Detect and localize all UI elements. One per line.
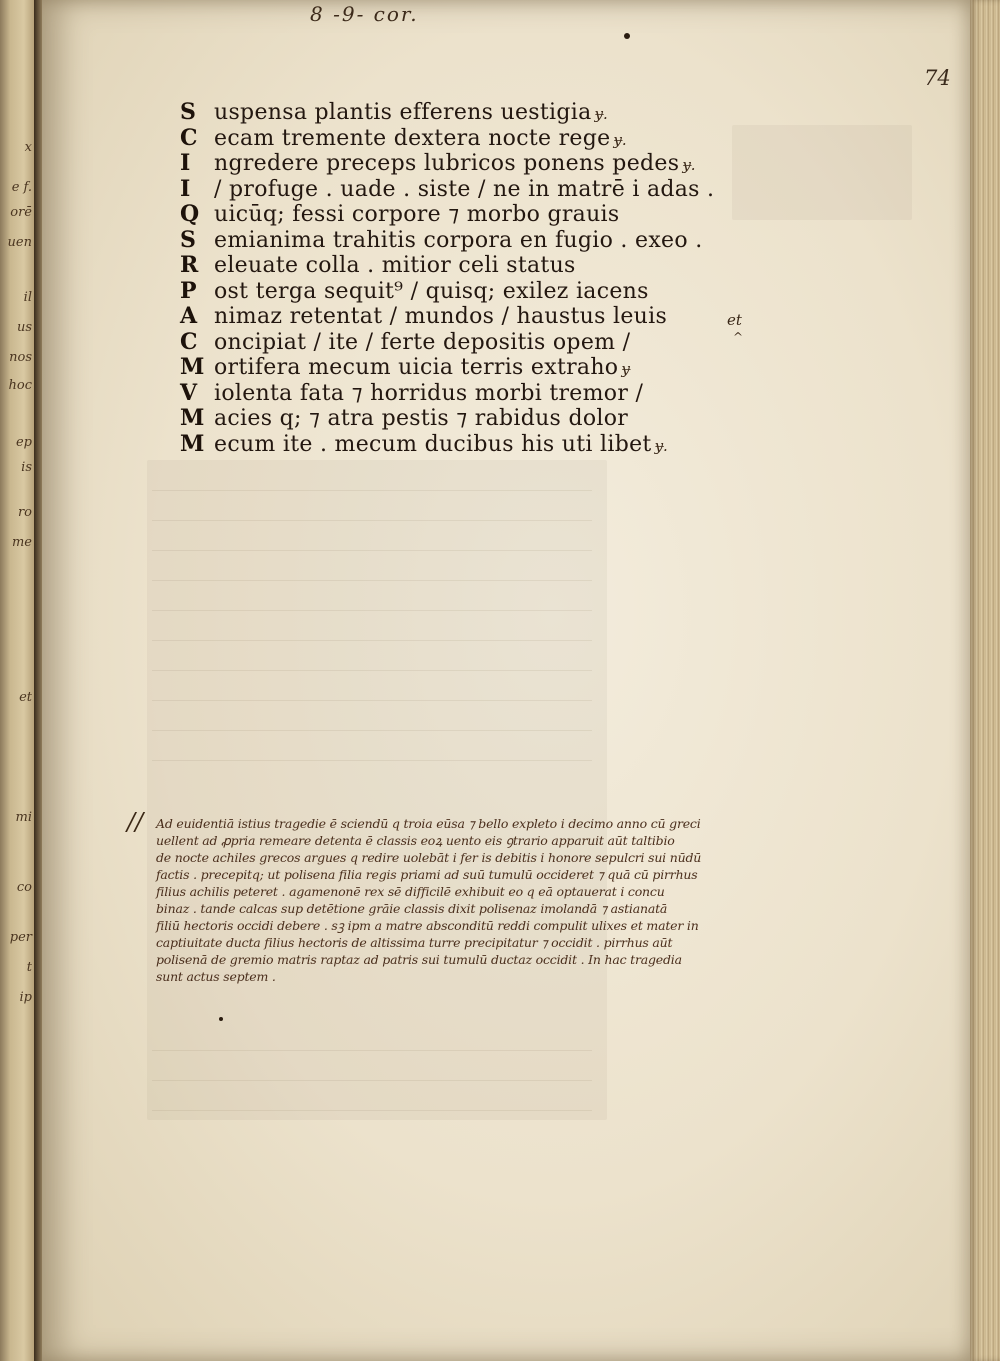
verse-line [180, 100, 720, 126]
verse-initial: V [180, 379, 198, 406]
verse-initial: R [180, 252, 199, 278]
verse-initial: M [180, 354, 205, 380]
verse-initial: C [180, 328, 198, 355]
verse-line [180, 304, 720, 330]
facing-page-text: ep [15, 435, 32, 450]
facing-page-text: uen [7, 235, 32, 250]
verse-text: ngredere preceps lubricos ponens pedes [214, 151, 680, 176]
verse-initial: I [180, 150, 191, 176]
gloss-line: captiuitate ducta filius hectoris de altissima turre precipitatur ⁊ occidit . pirrhus aūt [156, 935, 673, 950]
facing-page-text: us [16, 320, 32, 335]
verse-mark: ɏ. [682, 156, 696, 174]
verse-initial: I [180, 175, 191, 202]
facing-page-text: t [26, 960, 32, 975]
ink-dot [624, 33, 630, 39]
verse-text: ortifera mecum uicia terris extraho [214, 355, 619, 380]
facing-page-text: x [24, 140, 32, 155]
verse-line [180, 151, 720, 177]
gloss-line: de nocte achiles grecos argues q redire uolebāt i fer is debitis i honore sepulcri sui nūdū [156, 850, 702, 865]
gloss-line: sunt actus septem . [156, 969, 276, 984]
verse-text: emianima trahitis corpora en fugio . exeo . [214, 227, 703, 253]
facing-page-text: et [19, 690, 32, 705]
verse-text: uicūq; fessi corpore ⁊ morbo grauis [214, 202, 620, 227]
verse-initial: M [180, 430, 205, 457]
facing-page-edge [0, 0, 34, 1361]
gloss-line: uellent ad ꝓpria remeare detenta ē classis eoꝝ uento eis ꝯtrario apparuit aūt taltibio [156, 833, 675, 848]
facing-page-text: hoc [8, 378, 32, 393]
facing-page-text: mi [15, 810, 32, 825]
margin-note: et [727, 311, 742, 329]
commentary-gloss [156, 815, 836, 985]
facing-page-text: e f. [11, 180, 32, 195]
verse-text: ecam tremente dextera nocte rege [214, 125, 611, 151]
verse-initial: Q [180, 201, 200, 227]
verse-line [180, 330, 720, 356]
gloss-line: binaz . tande calcas sup detētione grāie classis dixit polisenaz imolandā ⁊ astianatā [156, 901, 668, 916]
facing-page-text: co [16, 880, 32, 895]
verse-text: nimaz retentat / mundos / haustus leuis [214, 304, 668, 329]
verse-mark: ɏ. [613, 130, 627, 149]
gloss-line: filius achilis peteret . agamenonē rex sē difficilē exhibuit eo q eā optauerat i concu [156, 884, 665, 899]
verse-line [180, 279, 720, 305]
verse-initial: S [180, 99, 196, 125]
verse-text: acies q; ⁊ atra pestis ⁊ rabidus dolor [214, 406, 629, 431]
folio-number: 74 [924, 66, 951, 90]
facing-page-text: me [11, 535, 32, 550]
paragraph-mark: // [127, 808, 144, 836]
verse-line [180, 126, 720, 152]
verse-mark: ɏ. [654, 436, 668, 455]
verse-text: iolenta fata ⁊ horridus morbi tremor / [214, 380, 644, 406]
verse-line [180, 202, 720, 228]
gloss-line: Ad euidentiā istius tragedie ē sciendū q troia eūsa ⁊ bello expleto i decimo anno cū greci [156, 816, 701, 831]
verse-line [180, 228, 720, 254]
running-head: 8 -9- cor. [310, 2, 419, 26]
verse-line [180, 253, 720, 279]
facing-page-text: ip [19, 990, 32, 1005]
verse-mark: ɏ [621, 360, 630, 378]
verse-mark: ɏ. [594, 105, 608, 123]
verse-text: ost terga sequit⁹ / quisq; exilez iacens [214, 278, 649, 304]
verse-text: ecum ite . mecum ducibus his uti libet [214, 431, 652, 457]
gloss-line: factis . precepitq; ut polisena filia regis priami ad suū tumulū occideret ⁊ quā cū pirrhus [156, 867, 698, 882]
verse-initial: M [180, 405, 205, 431]
facing-page-text: il [23, 290, 32, 305]
binding-gutter [34, 0, 42, 1361]
facing-page-text: nos [9, 350, 32, 365]
verse-initial: A [180, 303, 198, 329]
ink-dot [219, 1017, 223, 1021]
verse-text: uspensa plantis efferens uestigia [214, 100, 592, 125]
facing-page-text: ro [17, 505, 32, 520]
verse-text: eleuate colla . mitior celi status [214, 253, 576, 278]
verse-text: oncipiat / ite / ferte depositis opem / [214, 329, 631, 355]
facing-page-text: per [9, 930, 32, 945]
facing-page-text: orē [10, 205, 32, 220]
page-stack-edge [970, 0, 1000, 1361]
verse-initial: P [180, 277, 197, 304]
verse-text: / profuge . uade . siste / ne in matrē i adas . [214, 176, 715, 202]
facing-page-text: is [21, 460, 32, 475]
verse-line [180, 177, 720, 203]
verse-initial: S [180, 226, 196, 253]
verse-initial: C [180, 124, 198, 151]
verse-line [180, 406, 720, 432]
gloss-line: polisenā de gremio matris raptaz ad patris sui tumulū ductaz occidit . In hac tragedia [156, 952, 682, 967]
verse-line [180, 355, 720, 381]
verse-line [180, 381, 720, 407]
margin-caret: ^ [733, 330, 744, 344]
verse-line [180, 432, 720, 458]
gloss-line: filiū hectoris occidi debere . sꝫ ipm a matre absconditū reddi compulit ulixes et mater in [156, 918, 699, 933]
verse-block [180, 100, 720, 457]
